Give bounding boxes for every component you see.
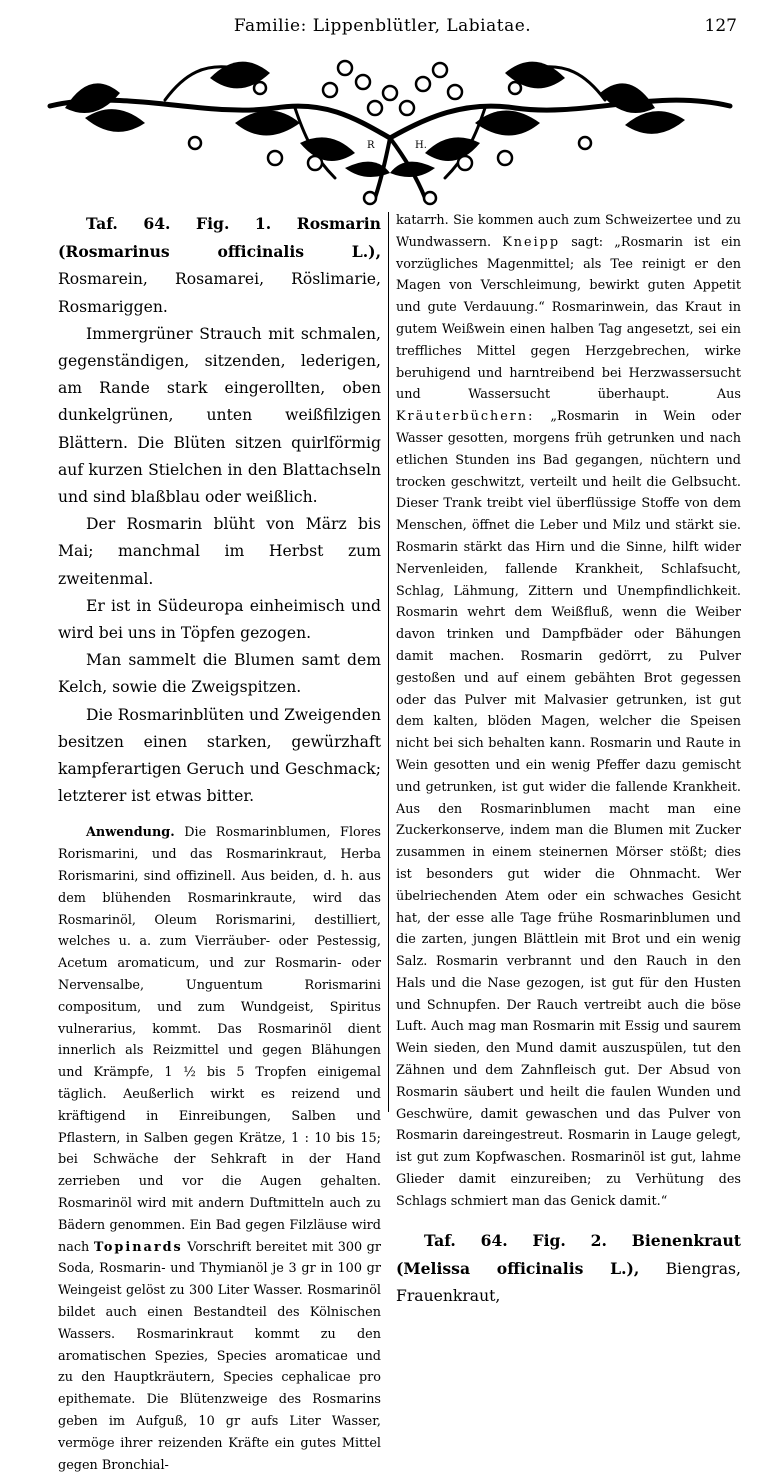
next-plant-heading [396, 1227, 741, 1310]
running-header [0, 14, 765, 44]
description-leaves: Immergrüner Strauch mit schmalen, gegenständigen, sitzenden, lederigen, am Rande stark eingerollten, oben dunkelgrünen, unten weißfilzigen Blättern. Die Blüten sitzen quirlförmig auf kurzen Stielchen in den Blattachseln und sind blaßblau oder weißlich. [58, 324, 381, 507]
description-origin: Er ist in Südeuropa einheimisch und wird bei uns in Töpfen gezogen. [58, 596, 381, 643]
usage-continuation-paragraph [396, 210, 741, 1213]
continuation-text: katarrh. Sie kommen auch zum Schweizertee und zu Wundwassern. [396, 213, 741, 250]
page-number: 127 [704, 16, 737, 36]
plant-heading-paragraph [58, 210, 381, 321]
left-column [58, 210, 381, 1476]
ornament-initial-r: R [367, 140, 375, 151]
kraeuterbuch-quote: „Rosmarin in Wein oder Wasser gesotten, morgens früh getrunken und nach etlichen Stunden ins Bad gegangen, nüchtern und trocken geschwitzt, verteilt und heilt die Gelbsucht. Dieser Trank treibt viel überflüssige Stoffe von dem Menschen, öffnet die Leber und Milz und stärkt sie. Rosmarin stärkt das Hirn und die Sinne, hilft wider Nervenleiden, fallende Krankheit, Schlafsucht, Schlag, Lähmung, Zittern und Unempfindlichkeit. Rosmarin wehrt dem Weißfluß, wenn die Weiber davon trinken und Dampfbäder oder Bähungen damit machen. Rosmarin gedörrt, zu Pulver gestoßen und auf einem gebähten Brot gegessen oder das Pulver mit Malvasier getrunken, ist gut dem kalten, blöden Magen, welcher die Speisen nicht bei sich behalten kann. Rosmarin und Raute in Wein gesotten und ein wenig Pfeffer dazu gemischt und getrunken, ist gut wider die fallende Krankheit. Aus den Rosmarinblumen macht man eine Zuckerkonserve, indem man die Blumen mit Zucker zusammen in einem steinernen Mörser stößt; dies ist besonders gut wider die Ohnmacht. Wer übelriechenden Atem oder ein schwaches Gesicht hat, der esse alle Tage frühe Rosmarinblumen und die zarten, jungen Blättlein mit Brot und ein wenig Salz. Rosmarin verbrannt und den Rauch in den Hals und die Nase gezogen, ist gut für den Husten und Schnupfen. Der Rauch vertreibt auch die böse Luft. Auch mag man Rosmarin mit Essig und saurem Wein sieden, den Mund damit auszuspülen, tut den Zähnen und dem Zahnfleisch gut. Der Absud von Rosmarin säubert und heilt die faulen Wunden und Geschwüre, damit gewaschen und das Pulver von Rosmarin dareingestreut. Rosmarin in Lauge gelegt, ist gut zum Kopfwaschen. Rosmarinöl ist gut, lahme Glieder damit einzureiben; zu Verhütung des Schlags schmiert man das Genick damit.“ [396, 409, 741, 1209]
column-divider [388, 212, 389, 1112]
usage-section [58, 822, 381, 1476]
description-smell: Die Rosmarinblüten und Zweigenden besitzen einen starken, gewürzhaft kampferartigen Geruch und Geschmack; letzterer ist etwas bitter. [58, 705, 381, 806]
description-bloom: Der Rosmarin blüht von März bis Mai; manchmal im Herbst zum zweitenmal. [58, 515, 381, 588]
description-harvest: Man sammelt die Blumen samt dem Kelch, sowie die Zweigspitzen. [58, 651, 381, 697]
right-column [396, 210, 741, 1310]
usage-paragraph [58, 822, 381, 1476]
header-title: Familie: Lippenblütler, Labiatae. [233, 16, 532, 36]
usage-author-topinard: Topinards [93, 1239, 183, 1255]
source-kraeuterbuecher: Kräuterbüchern: [396, 409, 535, 425]
kneipp-quote: sagt: „Rosmarin ist ein vorzügliches Magenmittel; als Tee reinigt er den Magen von Verschleimung, bewirkt guten Appetit und gute Verdauung.“ Rosmarinwein, das Kraut in gutem Weißwein einen halben Tag angesetzt, sei ein treffliches Mittel gegen Herzgebrechen, wirke beruhigend und harntreibend bei Herzwassersucht und Wassersucht überhaupt. Aus [396, 234, 741, 403]
plant-description [58, 210, 381, 810]
plant-title: Taf. 64. Fig. 1. Rosmarin (Rosmarinus officinalis L.), [58, 214, 381, 262]
author-kneipp: Kneipp [502, 234, 561, 250]
usage-text-continued: Vorschrift bereitet mit 300 gr Soda, Rosmarin- und Thymianöl je 3 gr in 100 gr Weingeist gelöst zu 300 Liter Wasser. Rosmarinöl bildet auch einen Bestandteil des Kölnischen Wassers. Rosmarinkraut kommt zu den aromatischen Spezies, Species aromaticae und zu den Hauptkräutern, Species cephalicae pro epithemate. Die Blütenzweige des Rosmarins geben im Aufguß, 10 gr aufs Liter Wasser, vermöge ihrer reizenden Kräfte ein gutes Mittel gegen Bronchial- [58, 1239, 381, 1473]
next-plant-synonyms: Biengras, Frauenkraut, [396, 1259, 741, 1305]
plant-synonyms: Rosmarein, Rosamarei, Röslimarie, Rosmariggen. [58, 270, 381, 316]
next-plant-title: Taf. 64. Fig. 2. Bienenkraut (Melissa officinalis L.), [396, 1230, 741, 1278]
ornament-initial-h: H. [415, 140, 427, 151]
usage-text: Die Rosmarinblumen, Flores Rorismarini, und das Rosmarinkraut, Herba Rorismarini, sind offizinell. Aus beiden, d. h. aus dem blühenden Rosmarinkraute, wird das Rosmarinöl, Oleum Rorismarini, destilliert, welches u. a. zum Vierräuber- oder Pestessig, Acetum aromaticum, und zur Rosmarin- oder Nervensalbe, Unguentum Rorismarini compositum, und zum Wundgeist, Spiritus vulnerarius, kommt. Das Rosmarinöl dient innerlich als Reizmittel und gegen Blähungen und Krämpfe, 1 ½ bis 5 Tropfen einigemal täglich. Aeußerlich wirkt es reizend und kräftigend in Einreibungen, Salben und Pflastern, in Salben gegen Krätze, 1 : 10 bis 15; bei Schwäche der Sehkraft in der Hand zerrieben und vor die Augen gehalten. Rosmarinöl wird mit andern Duftmitteln auch zu Bädern genommen. Ein Bad gegen Filzläuse wird nach [58, 825, 381, 1255]
usage-continuation [396, 210, 741, 1310]
rosemary-branch-ornament-icon [45, 48, 735, 208]
usage-label: Anwendung. [86, 825, 175, 841]
